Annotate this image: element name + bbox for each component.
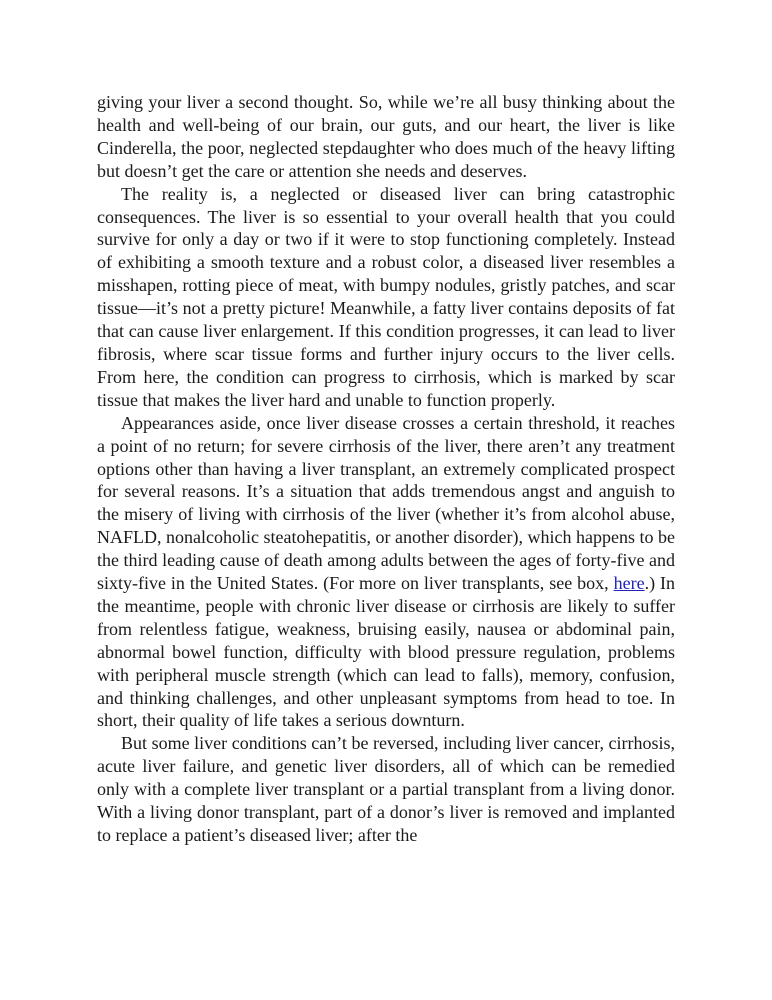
paragraph-liver-consequences: The reality is, a neglected or diseased liver can bring catastrophic consequences. The liver is so essential to your overall health that you could survive for only a day or two if it were to stop functioning completely. Instead of exhibiting a smooth texture and a robust color, a diseased liver resembles a misshapen, rotting piece of meat, with bumpy nodules, gristly patches, and scar tissue—it’s not a pretty picture! Meanwhile, a fatty liver contains deposits of fat that can cause liver enlargement. If this condition progresses, it can lead to liver fibrosis, where scar tissue forms and further injury occurs to the liver cells. From here, the condition can progress to cirrhosis, which is marked by scar tissue that makes the liver hard and unable to function properly. bbox=[97, 183, 675, 410]
book-page bbox=[97, 91, 675, 847]
paragraph-liver-disease-threshold bbox=[97, 412, 675, 733]
paragraph-text-after-link: .) In the meantime, people with chronic liver disease or cirrhosis are likely to suffer from relentless fatigue, weakness, bruising easily, nausea or abdominal pain, abnormal bowel function, difficulty with blood pressure regulation, problems with peripheral muscle strength (which can lead to falls), memory, confusion, and thinking challenges, and other unpleasant symptoms from head to toe. In short, their quality of life takes a serious downturn. bbox=[97, 573, 675, 731]
paragraph-irreversible-conditions: But some liver conditions can’t be reversed, including liver cancer, cirrhosis, acute liver failure, and genetic liver disorders, all of which can be remedied only with a complete liver transplant or a partial transplant from a living donor. With a living donor transplant, part of a donor’s liver is removed and implanted to replace a patient’s diseased liver; after the bbox=[97, 733, 675, 845]
paragraph-text-before-link: Appearances aside, once liver disease crosses a certain threshold, it reaches a point of no return; for severe cirrhosis of the liver, there aren’t any treatment options other than having a liver transplant, an extremely complicated prospect for several reasons. It’s a situation that adds tremendous angst and anguish to the misery of living with cirrhosis of the liver (whether it’s from alcohol abuse, NAFLD, nonalcoholic steatohepatitis, or another disorder), which happens to be the third leading cause of death among adults between the ages of forty-five and sixty-five in the United States. (For more on liver transplants, see box, bbox=[97, 412, 675, 594]
here-link[interactable]: here bbox=[613, 573, 645, 594]
paragraph-continued: giving your liver a second thought. So, while we’re all busy thinking about the health and well-being of our brain, our guts, and our heart, the liver is like Cinderella, the poor, neglected stepdaughter who does much of the heavy lifting but doesn’t get the care or attention she needs and deserves. bbox=[97, 92, 675, 181]
